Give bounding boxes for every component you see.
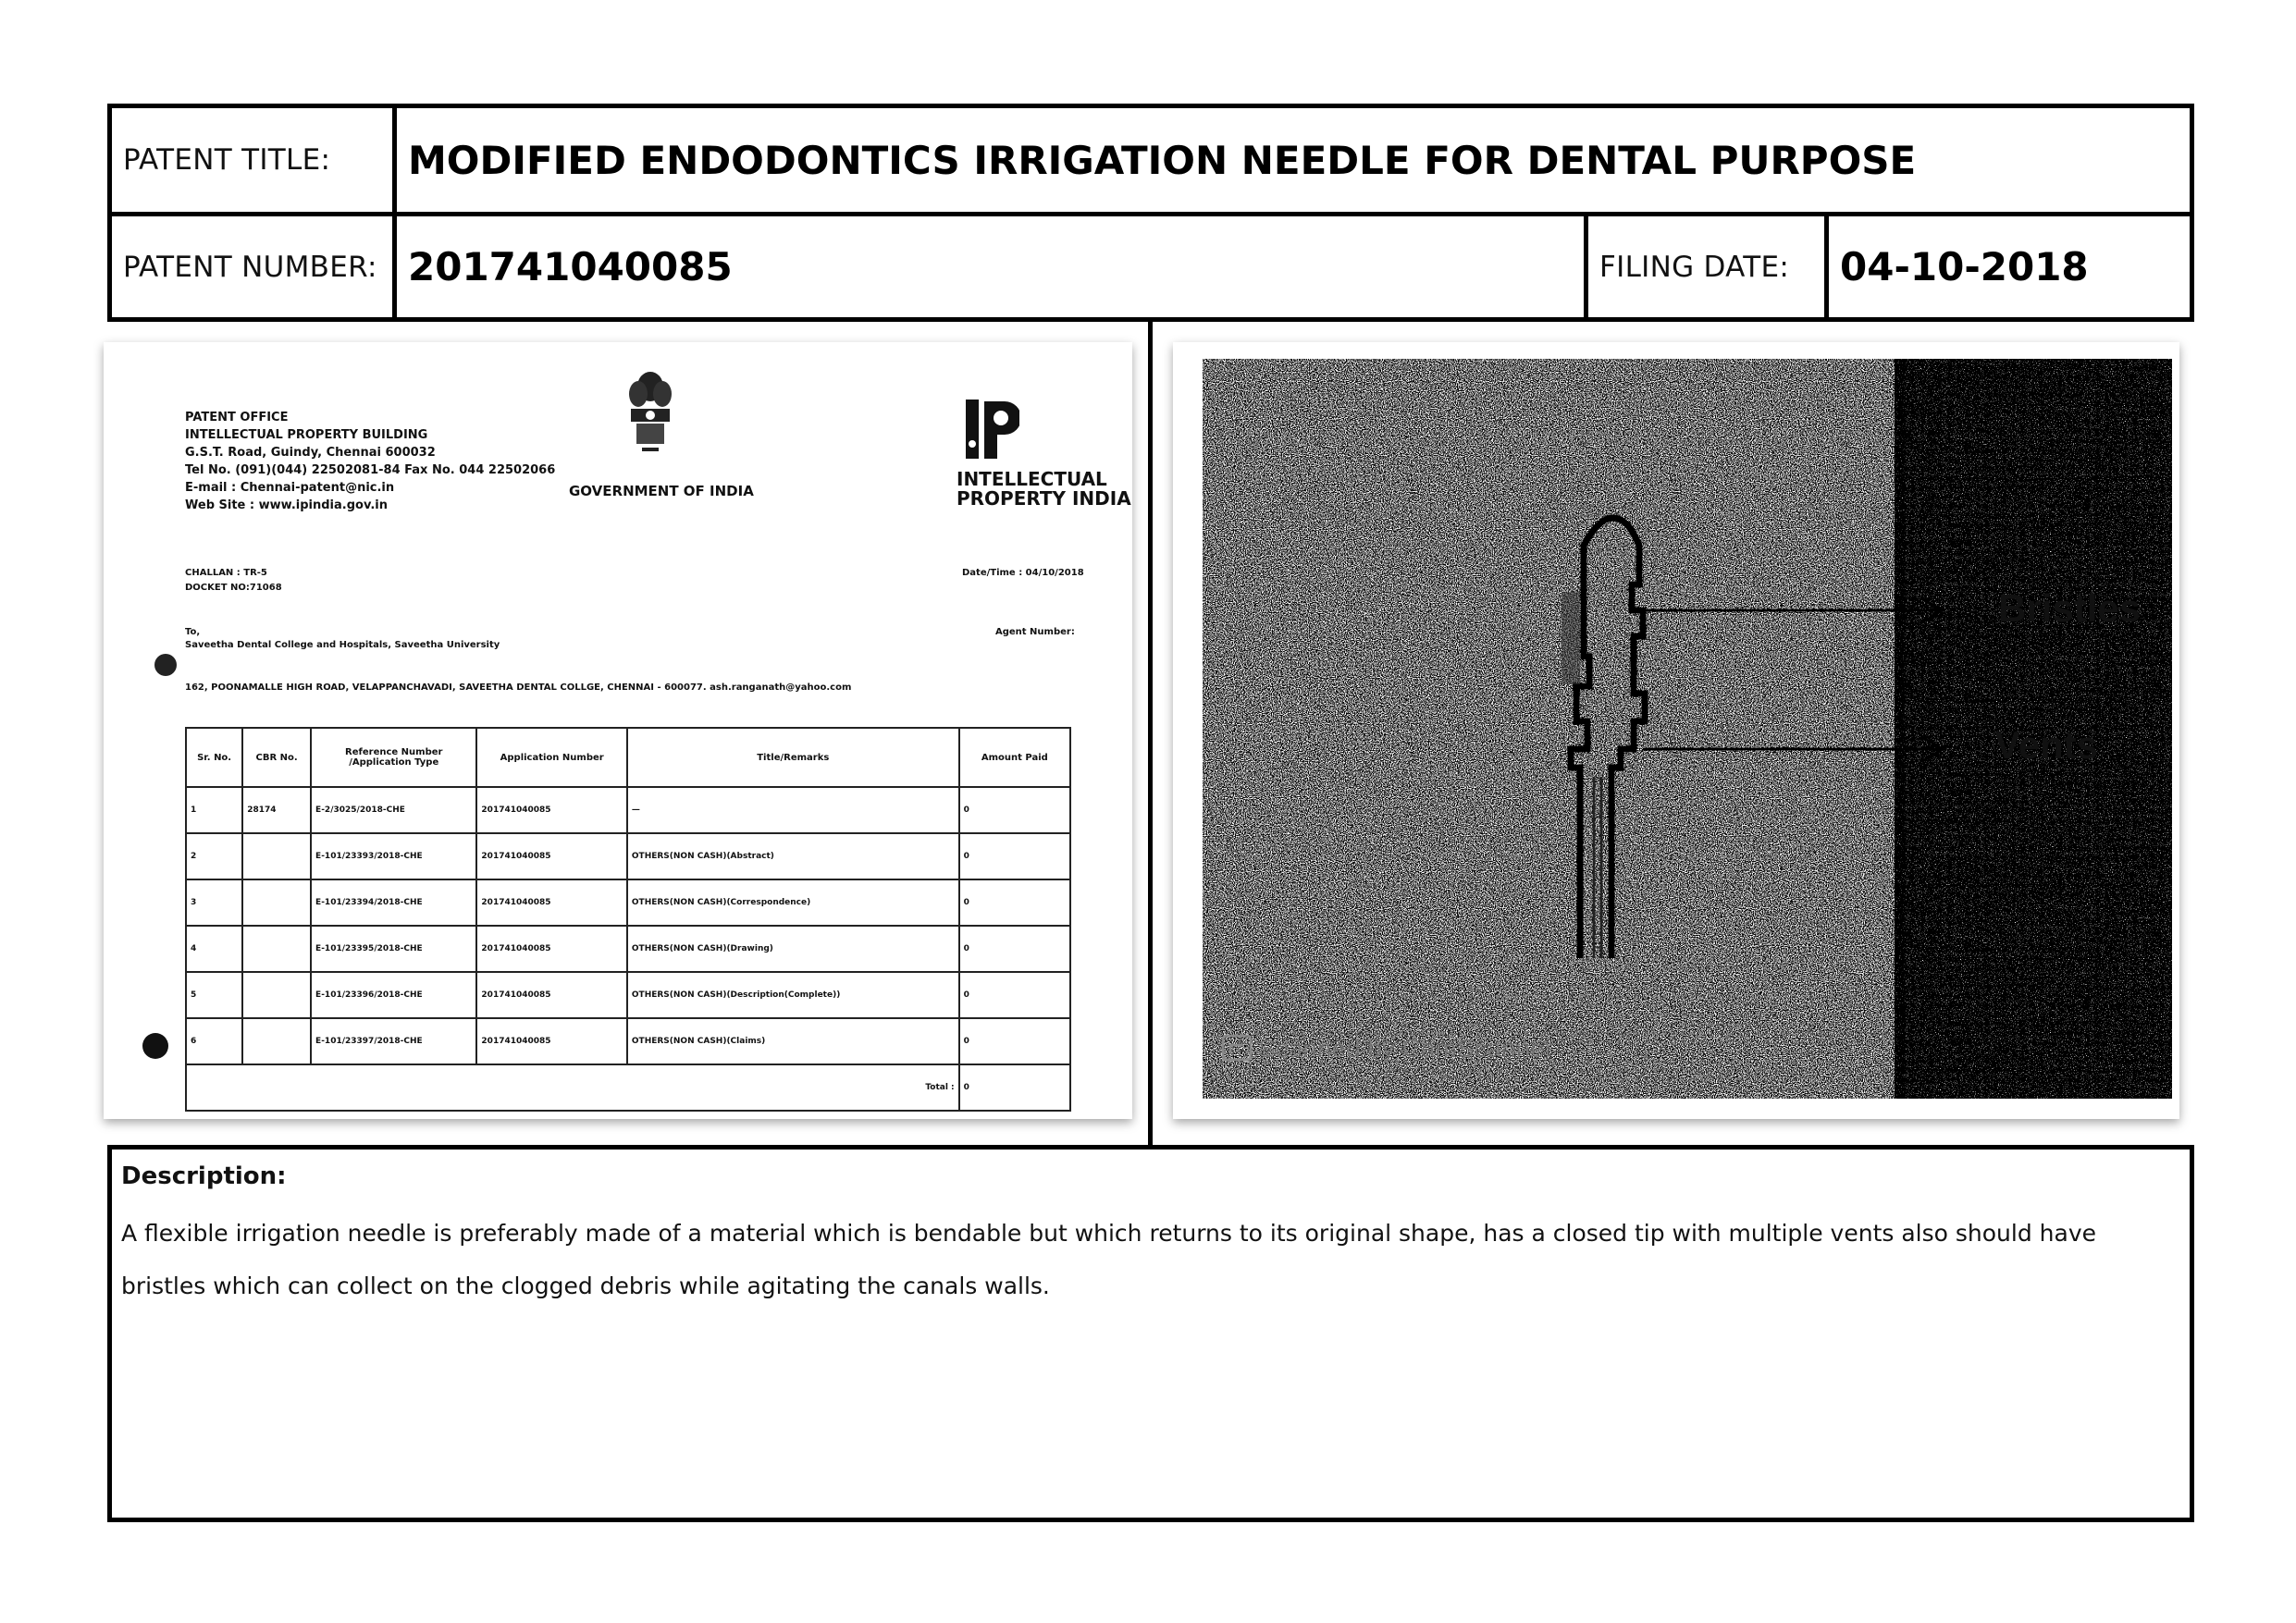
title-value-cell <box>397 108 2191 212</box>
total-row <box>186 1064 1070 1111</box>
description-box <box>107 1145 2194 1522</box>
table-row <box>186 833 1070 879</box>
cell-sr: 4 <box>186 926 242 972</box>
cell-application: 201741040085 <box>476 926 626 972</box>
bristles-label: Bristles <box>1998 586 2142 630</box>
column-header: Title/Remarks <box>627 728 959 787</box>
cell-amount: 0 <box>959 787 1070 833</box>
challan-table <box>185 727 1071 1112</box>
cell-amount: 0 <box>959 1018 1070 1064</box>
cell-cbr <box>242 972 311 1018</box>
table-row <box>186 926 1070 972</box>
cell-remarks: — <box>627 787 959 833</box>
panel-divider <box>1148 322 1153 1145</box>
column-header: Sr. No. <box>186 728 242 787</box>
table-header-row <box>186 728 1070 787</box>
ip-india-line-2: PROPERTY INDIA <box>957 487 1131 510</box>
cell-cbr <box>242 879 311 926</box>
hole-punch-icon <box>139 1030 172 1062</box>
description-heading: Description: <box>121 1162 287 1190</box>
table-row <box>186 1018 1070 1064</box>
patent-title-label: PATENT TITLE: <box>123 143 331 177</box>
cell-sr: 3 <box>186 879 242 926</box>
filing-date-label: FILING DATE: <box>1599 250 1790 284</box>
cell-amount: 0 <box>959 833 1070 879</box>
cell-reference: E-2/3025/2018-CHE <box>311 787 476 833</box>
recipient: Saveetha Dental College and Hospitals, Saveetha University <box>185 640 500 650</box>
cell-amount: 0 <box>959 972 1070 1018</box>
column-header: CBR No. <box>242 728 311 787</box>
column-header: Application Number <box>476 728 626 787</box>
cell-cbr: 28174 <box>242 787 311 833</box>
column-header: Reference Number /Application Type <box>311 728 476 787</box>
patent-number-label: PATENT NUMBER: <box>123 250 377 284</box>
cell-application: 201741040085 <box>476 1018 626 1064</box>
vents-label: Vents <box>1994 723 2099 767</box>
hole-punch-icon <box>152 651 179 679</box>
cell-reference: E-101/23394/2018-CHE <box>311 879 476 926</box>
ip-india-logo-icon <box>964 398 1019 462</box>
cell-sr: 6 <box>186 1018 242 1064</box>
table-row <box>186 787 1070 833</box>
patent-title: MODIFIED ENDODONTICS IRRIGATION NEEDLE FOR DENTAL PURPOSE <box>408 137 1917 183</box>
number-row <box>112 216 2190 317</box>
date-time: Date/Time : 04/10/2018 <box>962 568 1084 578</box>
patent-header-table <box>107 104 2194 322</box>
office-line: Tel No. (091)(044) 22502081-84 Fax No. 044 22502066 <box>185 463 556 477</box>
table-row <box>186 972 1070 1018</box>
camscanner-watermark: Scanned by CamScanner <box>1258 1034 1554 1063</box>
challan-scan <box>104 342 1132 1119</box>
cell-sr: 5 <box>186 972 242 1018</box>
cell-remarks: OTHERS(NON CASH)(Description(Complete)) <box>627 972 959 1018</box>
patent-office-address <box>185 409 555 514</box>
description-text: A flexible irrigation needle is preferably made of a material which is bendable but which returns to its original shape, has a closed tip with multiple vents also should have bristles which can collect on the clogged debris while agitating the canals walls. <box>121 1220 2096 1299</box>
office-line: Web Site : www.ipindia.gov.in <box>185 498 389 512</box>
filing-label-cell <box>1588 216 1829 317</box>
camscanner-logo-icon <box>1221 1034 1253 1062</box>
cell-reference: E-101/23397/2018-CHE <box>311 1018 476 1064</box>
cell-application: 201741040085 <box>476 972 626 1018</box>
cell-remarks: OTHERS(NON CASH)(Claims) <box>627 1018 959 1064</box>
cell-amount: 0 <box>959 926 1070 972</box>
needle-drawing-scan <box>1173 342 2179 1119</box>
title-row <box>112 108 2190 216</box>
government-of-india: GOVERNMENT OF INDIA <box>569 483 754 499</box>
office-line: G.S.T. Road, Guindy, Chennai 600032 <box>185 446 436 460</box>
cell-cbr <box>242 926 311 972</box>
filing-date: 04-10-2018 <box>1840 244 2089 289</box>
cell-application: 201741040085 <box>476 787 626 833</box>
cell-sr: 2 <box>186 833 242 879</box>
challan-number: CHALLAN : TR-5 <box>185 568 267 578</box>
total-value: 0 <box>959 1064 1070 1111</box>
number-value-cell <box>397 216 1588 317</box>
cell-application: 201741040085 <box>476 879 626 926</box>
ip-india-line-1: INTELLECTUAL <box>957 468 1107 490</box>
cell-remarks: OTHERS(NON CASH)(Abstract) <box>627 833 959 879</box>
column-header: Amount Paid <box>959 728 1070 787</box>
cell-remarks: OTHERS(NON CASH)(Drawing) <box>627 926 959 972</box>
docket-number: DOCKET NO:71068 <box>185 583 282 593</box>
office-line: PATENT OFFICE <box>185 411 289 424</box>
cell-remarks: OTHERS(NON CASH)(Correspondence) <box>627 879 959 926</box>
cell-reference: E-101/23395/2018-CHE <box>311 926 476 972</box>
total-label: Total : <box>186 1064 959 1111</box>
number-label-cell <box>112 216 397 317</box>
office-line: INTELLECTUAL PROPERTY BUILDING <box>185 428 428 442</box>
to-label: To, <box>185 627 201 637</box>
cell-amount: 0 <box>959 879 1070 926</box>
table-row <box>186 879 1070 926</box>
cell-reference: E-101/23396/2018-CHE <box>311 972 476 1018</box>
cell-reference: E-101/23393/2018-CHE <box>311 833 476 879</box>
title-label-cell <box>112 108 397 212</box>
office-line: E-mail : Chennai-patent@nic.in <box>185 481 395 495</box>
agent-number: Agent Number: <box>995 627 1075 637</box>
patent-number: 201741040085 <box>408 244 733 289</box>
filing-value-cell <box>1829 216 2191 317</box>
cell-application: 201741040085 <box>476 833 626 879</box>
cell-sr: 1 <box>186 787 242 833</box>
national-emblem-icon <box>618 366 683 459</box>
ip-india-title <box>957 470 1131 509</box>
cell-cbr <box>242 833 311 879</box>
recipient-address: 162, POONAMALLE HIGH ROAD, VELAPPANCHAVADI, SAVEETHA DENTAL COLLGE, CHENNAI - 600077. ash.ranganath@yahoo.com <box>185 682 852 693</box>
cell-cbr <box>242 1018 311 1064</box>
